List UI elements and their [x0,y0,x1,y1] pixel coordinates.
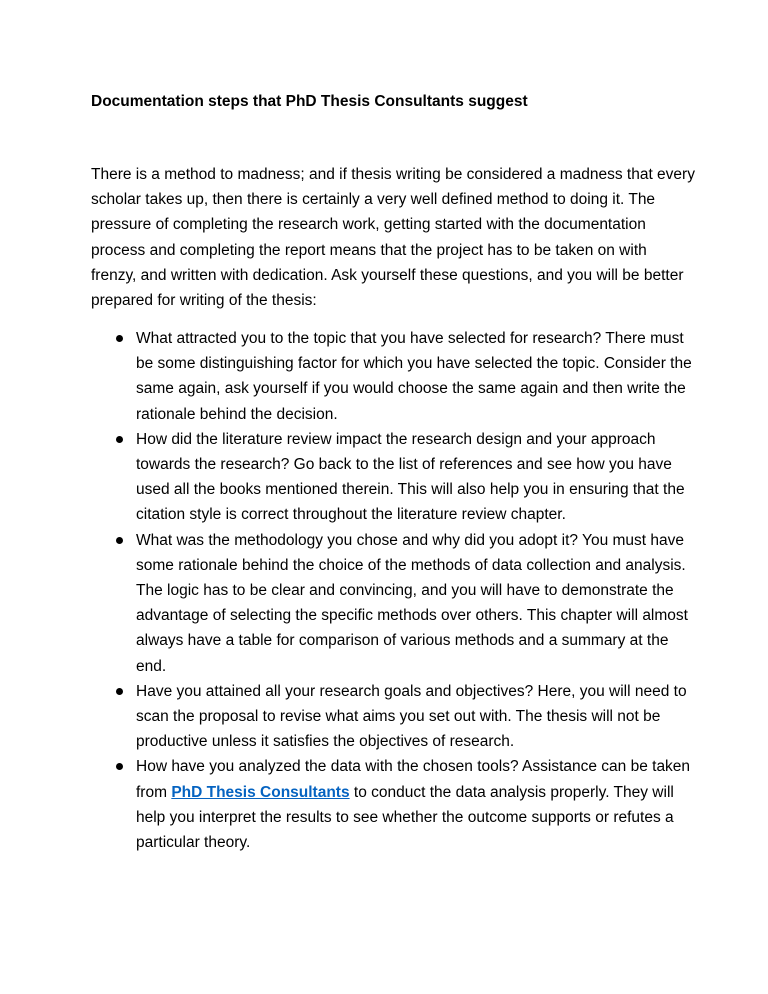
list-item-text-after-link: to conduct the data analysis properly. They will help you interpret the results to see whether the outcome supports or refutes a particular theory. [136,783,674,852]
list-item [91,754,695,855]
bullet-icon [116,688,123,695]
bullet-icon [116,763,123,770]
list-item [91,528,695,679]
list-item-text: How did the literature review impact the research design and your approach towards the research? Go back to the list of references and see how you have used all the books mentioned therein. This will also help you in ensuring that the citation style is correct throughout the literature review chapter. [136,430,685,524]
list-item-text-before-link: How have you analyzed the data with the chosen tools? Assistance can be taken from [136,758,691,801]
intro-paragraph: There is a method to madness; and if thesis writing be considered a madness that every scholar takes up, then there is certainly a very well defined method to doing it. The pressure of completing the research work, getting started with the documentation process and completing the report means that the project has to be taken on with frenzy, and written with dedication. Ask yourself these questions, and you will be better prepared for writing of the thesis: [91,166,695,310]
list-item-text: Have you attained all your research goals and objectives? Here, you will need to scan the proposal to revise what aims you set out with. The thesis will not be productive unless it satisfies the objectives of research. [136,682,687,751]
question-list [91,326,695,855]
list-item [91,326,695,427]
phd-thesis-consultants-link[interactable]: PhD Thesis Consultants [171,783,350,801]
list-item [91,679,695,755]
bullet-icon [116,537,123,544]
list-item-text: What attracted you to the topic that you have selected for research? There must be some distinguishing factor for which you have selected the topic. Consider the same again, ask yourself if you would choose the same again and then write the rationale behind the decision. [136,330,692,423]
document-title: Documentation steps that PhD Thesis Consultants suggest [91,93,528,110]
list-item [91,427,695,528]
bullet-icon [116,335,123,342]
bullet-icon [116,436,123,443]
list-item-text: What was the methodology you chose and why did you adopt it? You must have some rationale behind the choice of the methods of data collection and analysis. The logic has to be clear and convincing, and you will have to demonstrate the advantage of selecting the specific methods over others. This chapter will almost always have a table for comparison of various methods and a summary at the end. [136,531,688,675]
